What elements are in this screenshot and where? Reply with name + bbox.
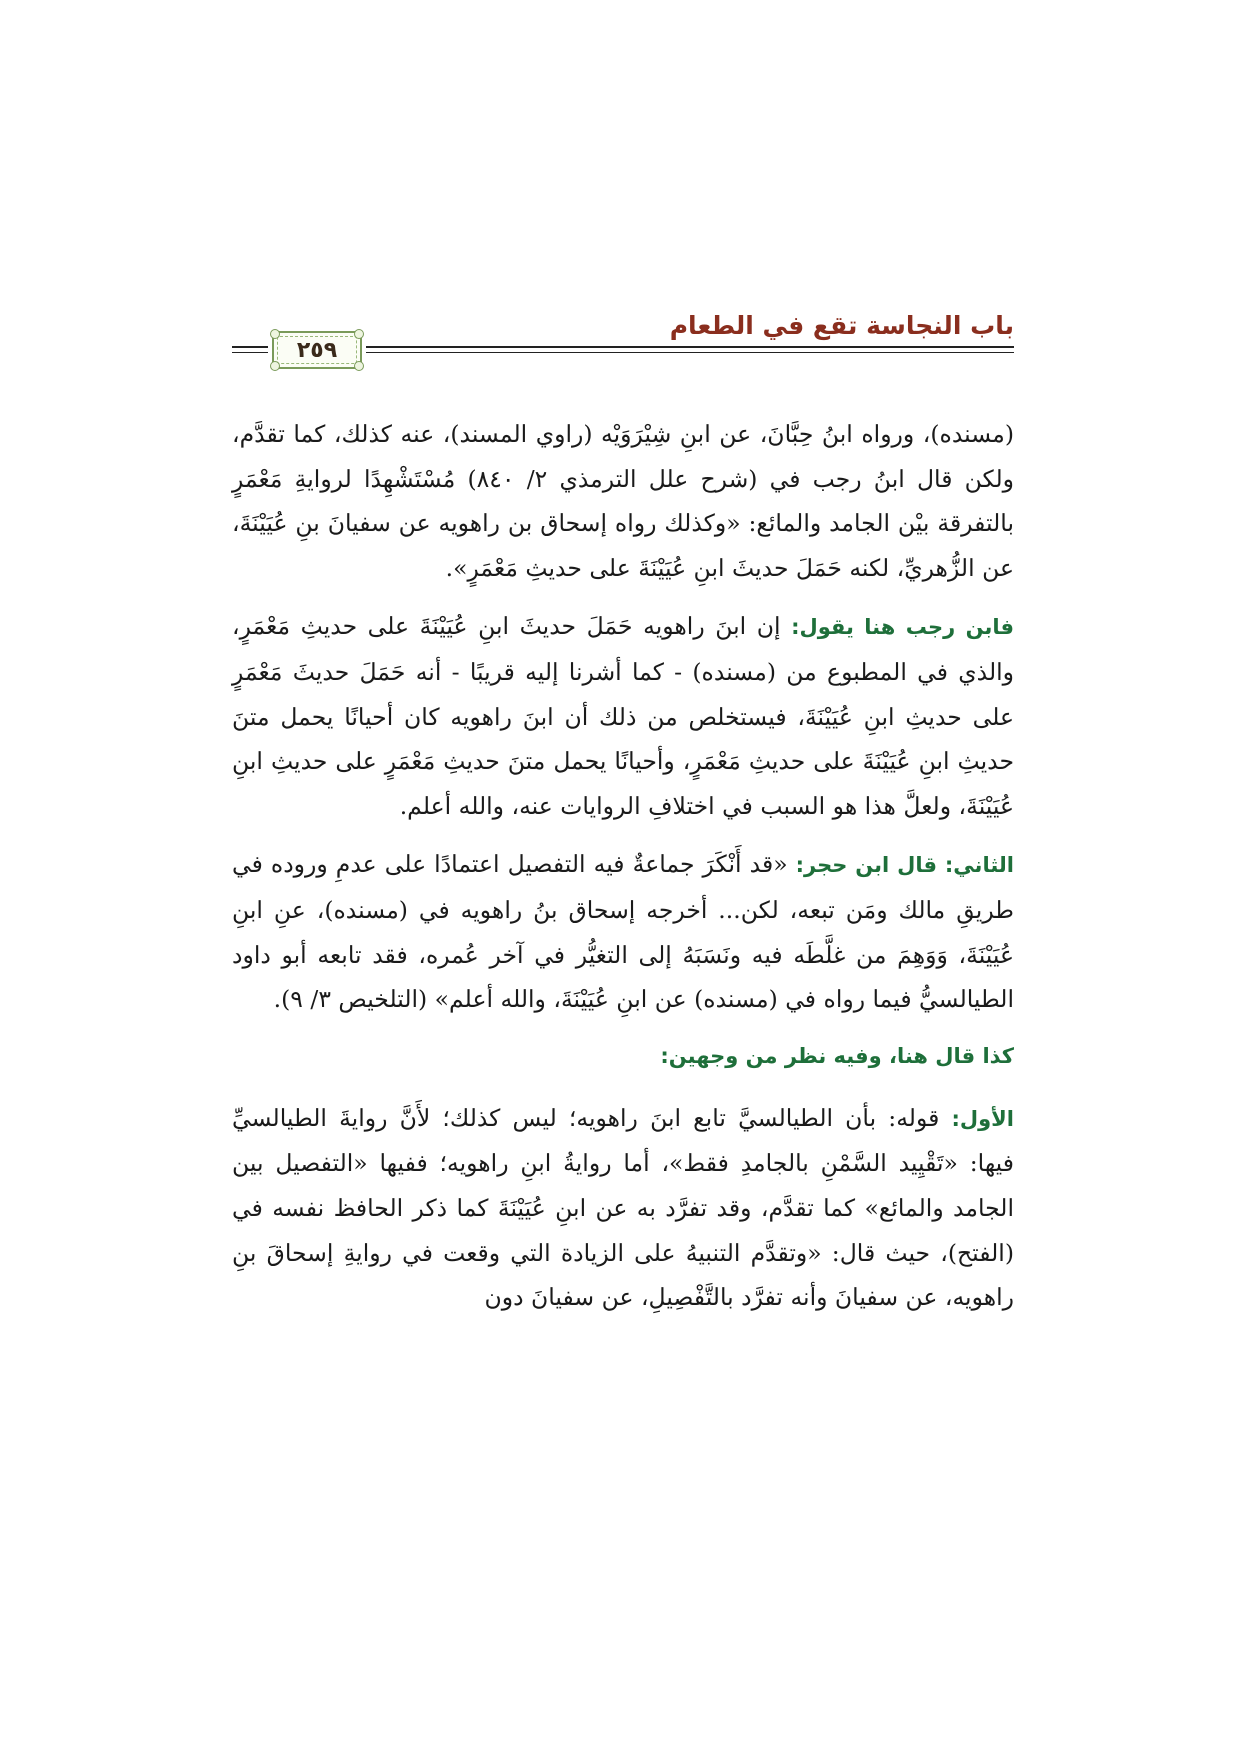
header-rule-bottom — [366, 352, 1014, 353]
paragraph-lead: الأول: — [951, 1106, 1014, 1131]
paragraph-text: «قد أَنْكَرَ جماعةٌ فيه التفصيل اعتمادًا على عدمِ وروده في طريقِ مالك ومَن تبعه، لكن... أخرجه إسحاق بنُ راهويه في (مسنده)، عنِ ابنِ عُيَيْنَةَ، وَوَهِمَ من غلَّطَه فيه ونَسَبَهُ إلى التغيُّر في آخر عُمره، فقد تابعه أبو داود الطيالسيُّ فيما رواه في (مسنده) عن ابنِ عُيَيْنَةَ، والله أعلم» (التلخيص ٣/ ٩). — [232, 850, 1014, 1014]
header-rule-top — [366, 346, 1014, 348]
section-heading: كذا قال هنا، وفيه نظر من وجهين: — [660, 1043, 1014, 1068]
chapter-title: باب النجاسة تقع في الطعام — [669, 311, 1014, 340]
header-rule-left-top — [232, 346, 268, 348]
header-rule-left-bottom — [232, 352, 268, 353]
page-header — [232, 308, 1014, 388]
paragraph-text: إن ابنَ راهويه حَمَلَ حديثَ ابنِ عُيَيْنَةَ على حديثِ مَعْمَرٍ، والذي في المطبوع من (مسنده) - كما أشرنا إليه قريبًا - أنه حَمَلَ حديثَ مَعْمَرٍ على حديثِ ابنِ عُيَيْنَةَ، فيستخلص من ذلك أن ابنَ راهويه كان أحيانًا يحمل متنَ حديثِ ابنِ عُيَيْنَةَ على حديثِ مَعْمَرٍ، وأحيانًا يحمل متنَ حديثِ مَعْمَرٍ على حديثِ ابنِ عُيَيْنَةَ، ولعلَّ هذا هو السبب في اختلافِ الروايات عنه، والله أعلم. — [232, 612, 1014, 820]
paragraph-lead: الثاني: قال ابن حجر: — [795, 853, 1014, 878]
paragraph-text: قوله: بأن الطيالسيَّ تابع ابنَ راهويه؛ ليس كذلك؛ لأَنَّ روايةَ الطيالسيِّ فيها: «تَقْيِيد السَّمْنِ بالجامدِ فقط»، أما روايةُ ابنِ راهويه؛ ففيها «التفصيل بين الجامد والمائع» كما تقدَّم، وقد تفرَّد به عن ابنِ عُيَيْنَةَ كما ذكر الحافظ نفسه في (الفتح)، حيث قال: «وتقدَّم التنبيهُ على الزيادة التي وقعت في روايةِ إسحاقَ بنِ راهويه، عن سفيانَ وأنه تفرَّد بالتَّفْصِيلِ، عن سفيانَ دون — [232, 1103, 1014, 1312]
paragraph-lead: فابن رجب هنا يقول: — [791, 615, 1014, 640]
paragraph-1: (مسنده)، ورواه ابنُ حِبَّانَ، عن ابنِ شِيْرَوَيْه (راوي المسند)، عنه كذلك، كما تقدَّم، ولكن قال ابنُ رجب في (شرح علل الترمذي ٢/ ٨٤٠) مُسْتَشْهِدًا لروايةِ مَعْمَرٍ بالتفرقة بيْن الجامد والمائع: «وكذلك رواه إسحاق بن راهويه عن سفيانَ بنِ عُيَيْنَةَ، عن الزُّهريِّ، لكنه حَمَلَ حديثَ ابنِ عُيَيْنَةَ على حديثِ مَعْمَرٍ». — [232, 420, 1014, 582]
page-body — [232, 412, 1014, 1334]
paragraph-3 — [232, 842, 1014, 1021]
paragraph-2 — [232, 604, 1014, 828]
paragraph-4 — [232, 1096, 1014, 1320]
page-number: ٢٥٩ — [296, 338, 338, 363]
page-number-badge — [272, 331, 362, 369]
